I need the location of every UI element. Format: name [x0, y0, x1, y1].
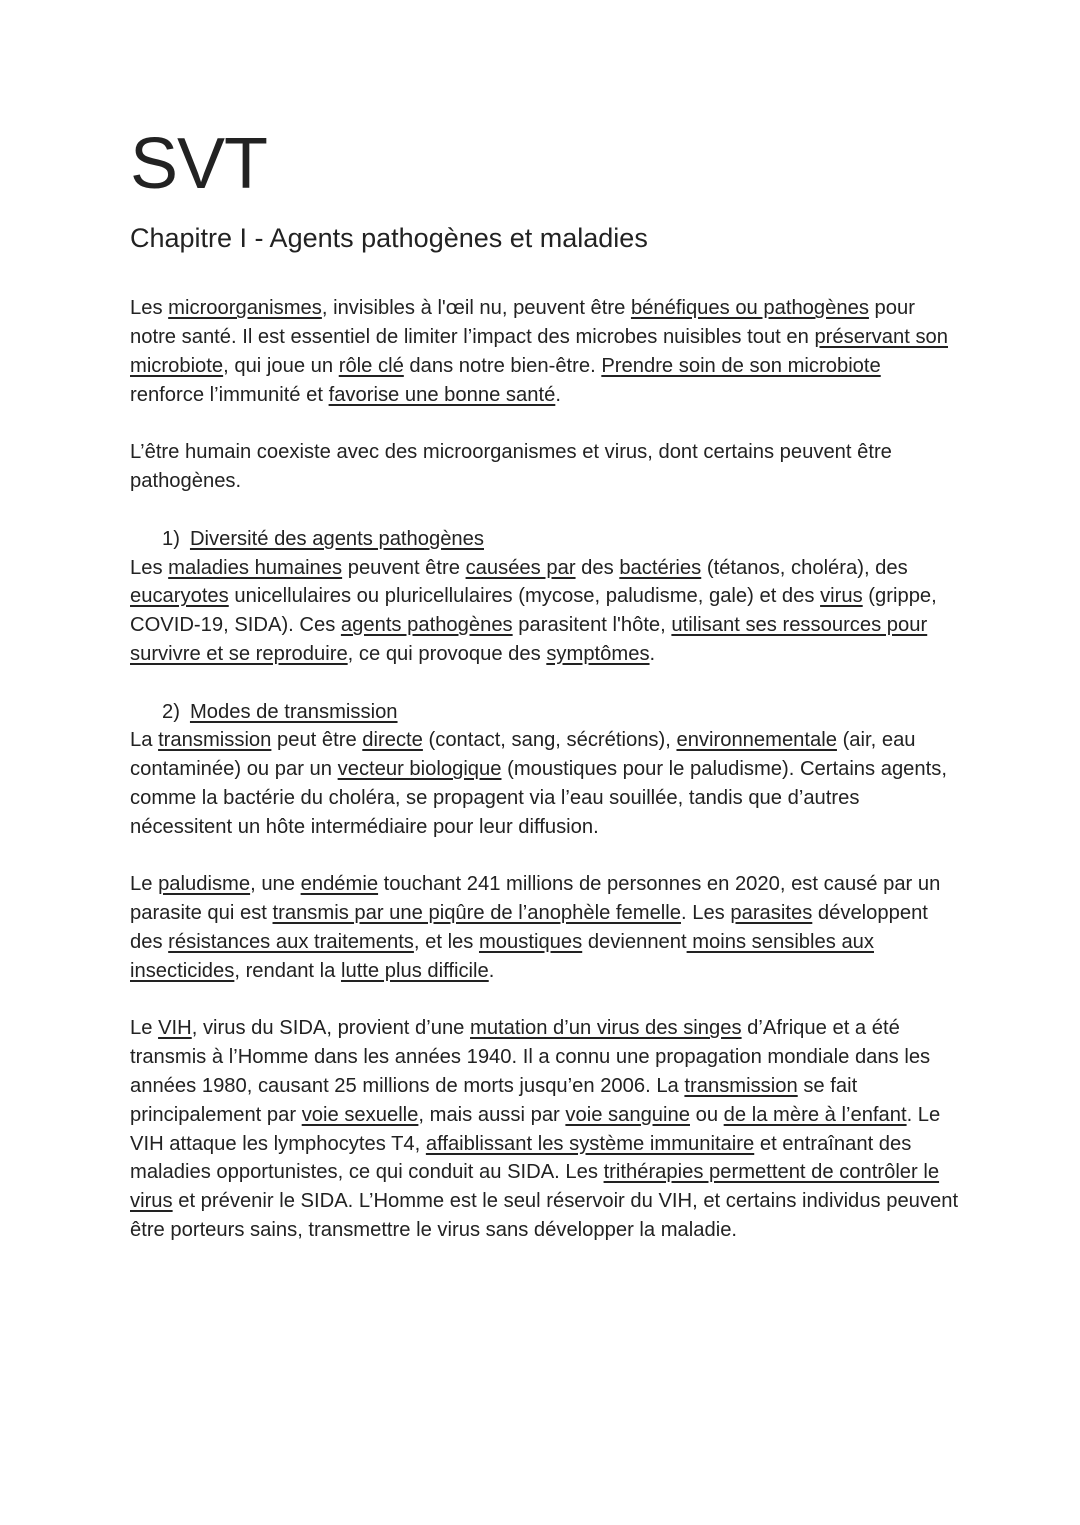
underlined-term: VIH — [158, 1017, 192, 1040]
underlined-term: environnementale — [676, 729, 837, 752]
underlined-term: transmis par une piqûre de l’anophèle femelle — [272, 902, 681, 925]
underlined-term: eucaryotes — [130, 585, 229, 608]
text-run: . — [488, 959, 495, 982]
text-run: , invisibles à l'œil nu, peuvent être — [321, 297, 631, 320]
diversity-paragraph — [130, 554, 960, 669]
text-run: Le — [130, 1017, 159, 1040]
underlined-term: voie sexuelle — [301, 1103, 419, 1126]
text-run: , et les — [413, 930, 479, 953]
underlined-term: favorise une bonne santé — [328, 383, 556, 406]
text-run: , une — [250, 873, 301, 896]
underlined-term: affaiblissant les système immunitaire — [425, 1132, 755, 1155]
underlined-term: transmission — [158, 729, 272, 752]
document-title: SVT — [130, 124, 268, 204]
section-number: 1) — [162, 527, 180, 550]
text-run: deviennent — [582, 930, 687, 953]
paludisme-paragraph — [130, 870, 960, 985]
text-run: , mais aussi par — [418, 1103, 566, 1126]
text-run: et entraînant des maladies opportunistes, ce qui conduit au SIDA. Les — [130, 1132, 912, 1184]
underlined-term: virus — [820, 585, 863, 608]
text-run: se fait principalement par — [130, 1074, 858, 1126]
underlined-term: bénéfiques ou pathogènes — [630, 297, 869, 320]
text-run: unicellulaires ou pluricellulaires (mycose, paludisme, gale) et des — [228, 585, 821, 608]
underlined-term: trithérapies permettent de contrôler le virus — [130, 1161, 940, 1213]
underlined-term: mutation d’un virus des singes — [470, 1017, 742, 1040]
underlined-term: de la mère à l’enfant — [723, 1103, 907, 1126]
text-run: d’Afrique et a été transmis à l’Homme dans les années 1940. Il a connu une propagation mondiale dans les années 1980, causant 25 millions de morts jusqu’en 2006. La — [130, 1017, 931, 1097]
underlined-term: bactéries — [619, 556, 702, 579]
underlined-term: Prendre soin de son microbiote — [601, 354, 881, 377]
text-run: L’être humain coexiste avec des microorganismes et virus, dont certains peuvent être pathogènes. — [130, 441, 892, 493]
section-heading-diversity — [130, 525, 960, 554]
text-run: développent des — [130, 902, 928, 953]
text-run: peuvent être — [342, 556, 466, 579]
underlined-term: endémie — [300, 873, 379, 896]
text-run: La — [130, 729, 159, 752]
underlined-term: microorganismes — [168, 297, 322, 320]
text-run: parasitent l'hôte, — [512, 614, 672, 637]
text-run: (moustiques pour le paludisme). Certains agents, comme la bactérie du choléra, se propagent via l’eau souillée, tandis que d’autres nécessitent un hôte intermédiaire pour leur diffusion. — [130, 758, 947, 838]
underlined-term: transmission — [684, 1074, 798, 1097]
text-run: . — [649, 642, 656, 665]
underlined-term: rôle clé — [338, 354, 404, 377]
text-run: , rendant la — [234, 959, 341, 982]
text-run: des — [575, 556, 620, 579]
underlined-term: directe — [362, 729, 423, 752]
text-run: (grippe, COVID-19, SIDA). Ces — [130, 585, 937, 637]
text-run: dans notre bien-être. — [403, 354, 602, 377]
text-run: Les — [130, 556, 169, 579]
text-run: Le — [130, 873, 159, 896]
text-run: Les — [130, 297, 169, 320]
section-heading-text: Modes de transmission — [189, 700, 398, 723]
underlined-term: résistances aux traitements — [168, 930, 414, 953]
underlined-term: symptômes — [546, 642, 650, 665]
text-run: , ce qui provoque des — [347, 642, 547, 665]
coexistence-paragraph — [130, 438, 960, 496]
underlined-term: causées par — [465, 556, 576, 579]
underlined-term: moustiques — [478, 930, 583, 953]
text-run: , virus du SIDA, provient d’une — [191, 1017, 471, 1040]
text-run: et prévenir le SIDA. L’Homme est le seul réservoir du VIH, et certains individus peuvent être porteurs sains, transmettre le virus sans développer la maladie. — [130, 1190, 959, 1241]
text-run: renforce l’immunité et — [130, 383, 329, 406]
intro-paragraph — [130, 294, 960, 409]
underlined-term: moins sensibles aux insecticides — [130, 930, 874, 982]
text-run: (contact, sang, sécrétions), — [422, 729, 677, 752]
text-run: (tétanos, choléra), des — [701, 556, 908, 579]
text-run: touchant 241 millions de personnes en 2020, est causé par un parasite qui est — [130, 873, 941, 925]
vih-paragraph — [130, 1014, 960, 1244]
underlined-term: lutte plus difficile — [340, 959, 489, 982]
underlined-term: parasites — [730, 902, 813, 925]
underlined-term: maladies humaines — [168, 556, 343, 579]
section-heading-transmission — [130, 698, 960, 727]
text-run: . Le VIH attaque les lymphocytes T4, — [130, 1103, 941, 1155]
underlined-term: agents pathogènes — [340, 614, 513, 637]
underlined-term: paludisme — [158, 873, 251, 896]
underlined-term: utilisant ses ressources pour survivre et se reproduire — [130, 614, 928, 665]
text-run: . Les — [681, 902, 731, 925]
chapter-title: Chapitre I - Agents pathogènes et maladies — [130, 223, 648, 253]
underlined-term: préservant son microbiote — [130, 326, 948, 377]
text-run: . — [555, 383, 561, 406]
text-run: , qui joue un — [223, 354, 339, 377]
transmission-paragraph — [130, 726, 960, 841]
section-number: 2) — [162, 700, 180, 723]
text-run: peut être — [271, 729, 363, 752]
text-run: ou — [689, 1103, 724, 1126]
section-heading-text: Diversité des agents pathogènes — [189, 527, 484, 550]
underlined-term: voie sanguine — [565, 1103, 690, 1126]
text-run: pour notre santé. Il est essentiel de limiter l’impact des microbes nuisibles tout en — [130, 297, 915, 349]
underlined-term: vecteur biologique — [337, 758, 502, 781]
text-run: (air, eau contaminée) ou par un — [130, 729, 916, 781]
